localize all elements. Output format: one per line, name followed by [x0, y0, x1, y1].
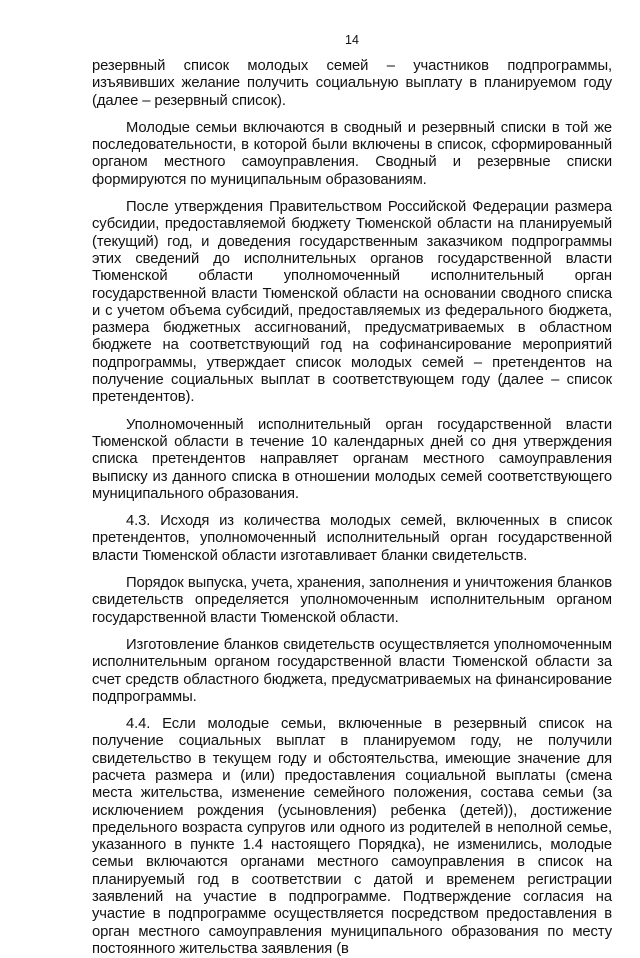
paragraph-forms-financing: Изготовление бланков свидетельств осуществляется уполномоченным исполнительным органом государственной власти Тюменской области за счет средств областного бюджета, предусматриваемых на финансирование подпрограммы. [92, 636, 612, 705]
page-number: 14 [345, 33, 359, 47]
paragraph-subsidy-approval: После утверждения Правительством Российской Федерации размера субсидии, предоставляемой бюджету Тюменской области на планируемый (текущий) год, и доведения государственным заказчиком подпрограммы этих сведений до исполнительных органов государственной власти Тюменской области уполномоченный исполнительный орган государственной власти Тюменской области на основании сводного списка и с учетом объема субсидий, предоставляемых из федерального бюджета, размера бюджетных ассигнований, предусматриваемых в областном бюджете на соответствующий год на софинансирование мероприятий подпрограммы, утверждает список молодых семей – претендентов на получение социальных выплат в соответствующем году (далее – список претендентов). [92, 199, 612, 406]
paragraph-4-3-certificate-forms: 4.3. Исходя из количества молодых семей, включенных в список претендентов, уполномоченный исполнительный орган государственной власти Тюменской области изготавливает бланки свидетельств. [92, 513, 612, 564]
paragraph-extract-sending: Уполномоченный исполнительный орган государственной власти Тюменской области в течение 10 календарных дней со дня утверждения списка претендентов направляет органам местного самоуправления выписку из данного списка в отношении молодых семей соответствующего муниципального образования. [92, 416, 612, 502]
paragraph-forms-procedure: Порядок выпуска, учета, хранения, заполнения и уничтожения бланков свидетельств определяется уполномоченным исполнительным органом государственной власти Тюменской области. [92, 575, 612, 626]
paragraph-list-order: Молодые семьи включаются в сводный и резервный списки в той же последовательности, в которой были включены в список, сформированный органом местного самоуправления. Сводный и резервные списки формируются по муниципальным образованиям. [92, 119, 612, 188]
paragraph-4-4-reserve-families: 4.4. Если молодые семьи, включенные в резервный список на получение социальных выплат в планируемом году, не получили свидетельство в текущем году и обстоятельства, имеющие значение для расчета размера и (или) предоставления социальной выплаты (смена места жительства, изменение семейного положения, состава семьи (за исключением рождения (усыновления) ребенка (детей)), достижение предельного возраста супругов или одного из родителей в неполной семье, указанного в пункте 1.4 настоящего Порядка), не изменились, молодые семьи включаются органами местного самоуправления в список на планируемый год в соответствии с датой и временем регистрации заявлений на участие в подпрограмме. Подтверждение согласия на участие в подпрограмме осуществляется посредством предоставления в орган местного самоуправления муниципального образования по месту постоянного жительства заявления (в [92, 716, 612, 957]
paragraph-reserve-list: резервный список молодых семей – участников подпрограммы, изъявивших желание получить социальную выплату в планируемом году (далее – резервный список). [92, 58, 612, 109]
